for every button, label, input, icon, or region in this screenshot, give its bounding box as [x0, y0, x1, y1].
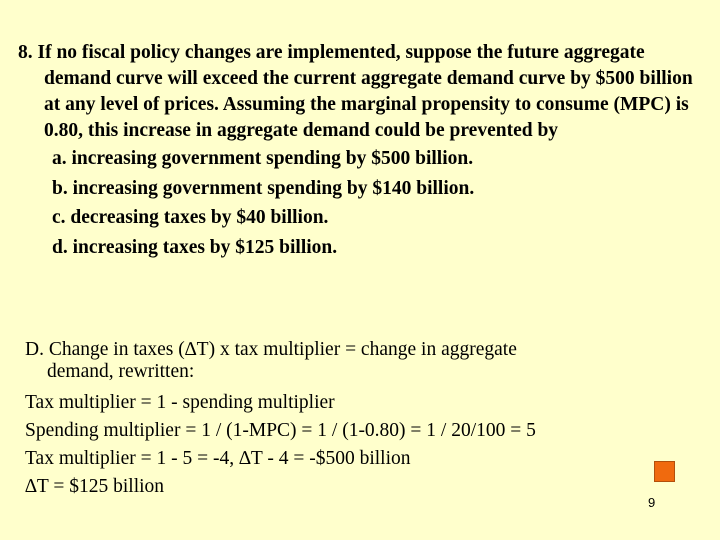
question-stem: 8. If no fiscal policy changes are implemented, suppose the future aggregate demand curve will exceed the current aggregate demand curve by $500 billion at any level of prices. Assuming the marginal propensity to consume (MPC) is 0.80, this increase in aggregate demand could be prevented by: [18, 42, 693, 141]
answer-block: [25, 339, 715, 501]
option-a: a. increasing government spending by $500 billion.: [52, 148, 474, 169]
option-b: b. increasing government spending by $140 billion.: [52, 177, 475, 199]
option-d: d. increasing taxes by $125 billion.: [52, 236, 338, 258]
answer-line-3: Spending multiplier = 1 / (1-MPC) = 1 / (1-0.80) = 1 / 20/100 = 5: [25, 420, 536, 441]
answer-line-2: Tax multiplier = 1 - spending multiplier: [25, 392, 335, 413]
answer-line-5: ∆T = $125 billion: [25, 476, 165, 497]
answer-line-1: D. Change in taxes (∆T) x tax multiplier = change in aggregate: [25, 339, 517, 360]
answer-line-1-continued: demand, rewritten:: [47, 361, 195, 382]
question-block: [18, 40, 708, 262]
next-slide-button[interactable]: [654, 461, 675, 482]
option-c: c. decreasing taxes by $40 billion.: [52, 207, 329, 228]
page-number: 9: [648, 495, 656, 510]
answer-line-4: Tax multiplier = 1 - 5 = -4, ∆T - 4 = -$500 billion: [25, 448, 411, 469]
